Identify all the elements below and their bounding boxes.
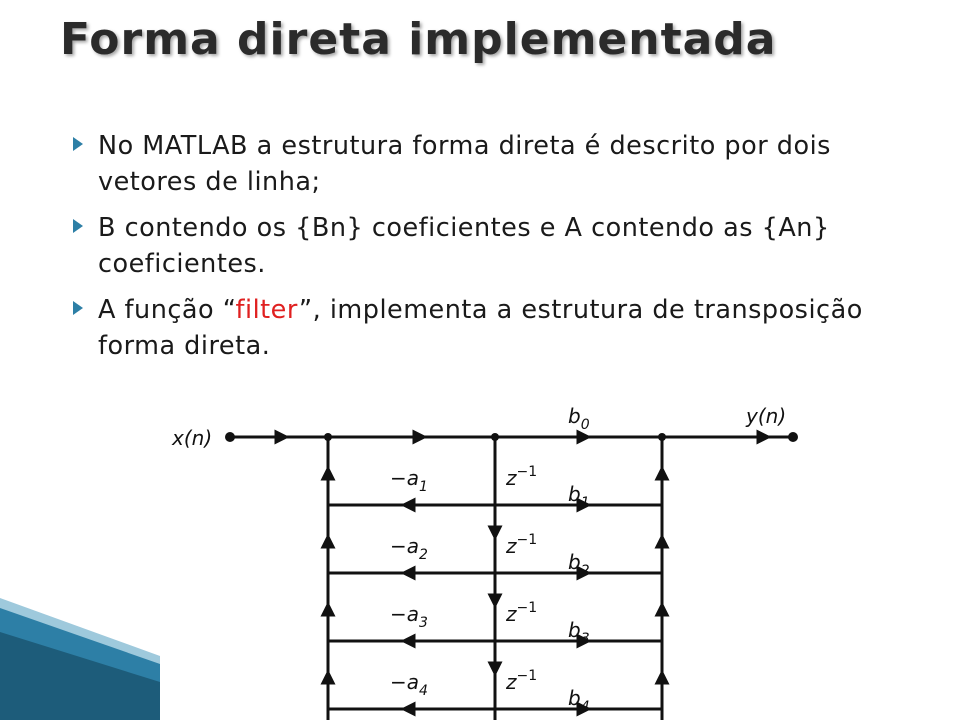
triangle-bullet-icon: [73, 137, 83, 151]
bullet-item: [73, 128, 883, 200]
b-coefficient-label: $b_2$: [568, 550, 590, 579]
b-coefficient-label: $b_4$: [568, 686, 590, 715]
b0-label: $b_0$: [568, 404, 590, 433]
corner-decoration: [0, 598, 160, 720]
b-coefficient-label: $b_1$: [568, 482, 590, 511]
bullet-list: [73, 128, 883, 374]
bullet-text: B contendo os {Bn} coeficientes e A contendo as {An} coeficientes.: [98, 213, 830, 279]
bullet-item: [73, 210, 883, 282]
triangle-bullet-icon: [73, 219, 83, 233]
filter-keyword: filter: [235, 295, 299, 325]
a-coefficient-label: $-a_1$: [390, 466, 428, 495]
b-coefficient-label: $b_3$: [568, 618, 590, 647]
bullet-text-after: ”, implementa a estrutura de transposição forma direta.: [98, 295, 863, 361]
slide-title: Forma direta implementada: [60, 14, 777, 65]
delay-label: $z^{-1}$: [506, 532, 538, 558]
bullet-text-before: A função “: [98, 295, 236, 325]
triangle-bullet-icon: [73, 301, 83, 315]
a-coefficient-label: $-a_4$: [390, 670, 428, 699]
output-label: y(n): [746, 404, 787, 428]
a-coefficient-label: $-a_3$: [390, 602, 428, 631]
bullet-text: No MATLAB a estrutura forma direta é descrito por dois vetores de linha;: [98, 131, 831, 197]
delay-label: $z^{-1}$: [506, 600, 538, 626]
input-label: x(n): [172, 426, 213, 450]
direct-form-diagram: [150, 393, 830, 720]
delay-label: $z^{-1}$: [506, 668, 538, 694]
a-coefficient-label: $-a_2$: [390, 534, 428, 563]
delay-label: $z^{-1}$: [506, 464, 538, 490]
bullet-item: [73, 292, 883, 364]
